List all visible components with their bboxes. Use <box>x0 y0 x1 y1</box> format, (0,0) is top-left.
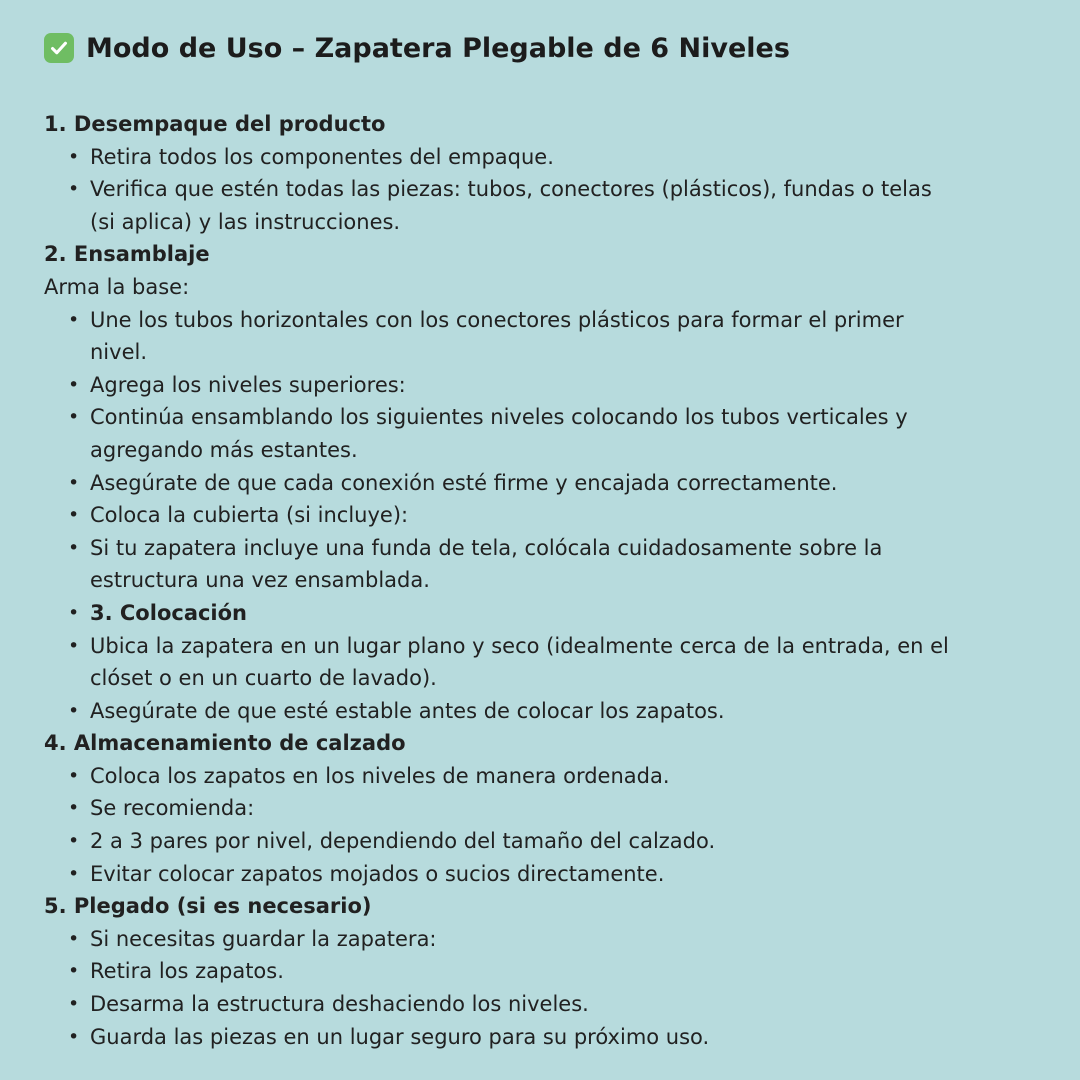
bullet-text: Une los tubos horizontales con los conectores plásticos para formar el primer nivel. <box>90 307 904 365</box>
bullet-text: Continúa ensamblando los siguientes niveles colocando los tubos verticales y agregando más estantes. <box>90 405 908 462</box>
bullet-text: Retira todos los componentes del empaque. <box>90 144 554 169</box>
bullet-subheading <box>44 597 952 630</box>
check-mark-icon <box>44 33 74 63</box>
section <box>44 108 952 238</box>
bullet-text: Si necesitas guardar la zapatera: <box>90 926 437 951</box>
sections <box>44 108 952 1053</box>
bullet-text: Coloca los zapatos en los niveles de manera ordenada. <box>90 763 670 788</box>
bullet-text: Ubica la zapatera en un lugar plano y seco (idealmente cerca de la entrada, en el clóset o en un cuarto de lavado). <box>90 633 949 691</box>
bullet-text: Agrega los niveles superiores: <box>90 372 406 397</box>
bullet-item <box>44 792 952 825</box>
bullet-icon: • <box>68 764 80 787</box>
bullet-icon: • <box>68 373 80 396</box>
bullet-item <box>44 304 952 369</box>
bullet-icon: • <box>68 960 80 983</box>
bullet-text: Verifica que estén todas las piezas: tubos, conectores (plásticos), fundas o telas (si aplica) y las instrucciones. <box>90 177 932 234</box>
bullet-item <box>44 923 952 956</box>
bullet-icon: • <box>68 536 80 559</box>
section <box>44 890 952 1053</box>
bullet-item <box>44 467 952 500</box>
plain-text: Arma la base: <box>44 274 190 299</box>
page-title-row <box>44 30 1040 66</box>
bullet-item <box>44 499 952 532</box>
bullet-item <box>44 825 952 858</box>
bullet-item <box>44 1021 952 1054</box>
bullet-text: Coloca la cubierta (si incluye): <box>90 503 409 528</box>
bullet-item <box>44 988 952 1021</box>
bullet-item <box>44 695 952 728</box>
bullet-icon: • <box>68 1025 80 1048</box>
bullet-icon: • <box>68 504 80 527</box>
section-heading: 2. Ensamblaje <box>44 242 210 267</box>
bullet-item <box>44 401 952 466</box>
bullet-item <box>44 369 952 402</box>
bullet-item <box>44 141 952 174</box>
bullet-icon: • <box>68 993 80 1016</box>
bullet-text: Desarma la estructura deshaciendo los niveles. <box>90 992 589 1017</box>
bullet-icon: • <box>68 927 80 950</box>
section <box>44 727 952 890</box>
bullet-icon: • <box>68 406 80 429</box>
bullet-item <box>44 173 952 238</box>
bullet-text: 2 a 3 pares por nivel, dependiendo del tamaño del calzado. <box>90 829 716 854</box>
section <box>44 238 952 727</box>
bullet-item <box>44 858 952 891</box>
bullet-item <box>44 630 952 695</box>
bullet-icon: • <box>68 699 80 722</box>
bullet-text: 3. Colocación <box>90 600 248 625</box>
bullet-icon: • <box>68 471 80 494</box>
bullet-item <box>44 760 952 793</box>
bullet-text: Evitar colocar zapatos mojados o sucios directamente. <box>90 861 665 886</box>
bullet-text: Guarda las piezas en un lugar seguro para su próximo uso. <box>90 1024 710 1049</box>
bullet-text: Se recomienda: <box>90 796 255 821</box>
bullet-item <box>44 955 952 988</box>
bullet-icon: • <box>68 601 80 624</box>
section-heading: 1. Desempaque del producto <box>44 112 386 136</box>
bullet-icon: • <box>68 634 80 657</box>
bullet-item <box>44 532 952 597</box>
bullet-text: Asegúrate de que esté estable antes de colocar los zapatos. <box>90 698 725 723</box>
bullet-text: Retira los zapatos. <box>90 959 284 984</box>
bullet-text: Asegúrate de que cada conexión esté firme y encajada correctamente. <box>90 470 838 495</box>
bullet-text: Si tu zapatera incluye una funda de tela, colócala cuidadosamente sobre la estructura una vez ensamblada. <box>90 535 883 593</box>
bullet-icon: • <box>68 308 80 331</box>
section-heading: 5. Plegado (si es necesario) <box>44 894 372 919</box>
bullet-icon: • <box>68 830 80 853</box>
bullet-icon: • <box>68 862 80 885</box>
bullet-icon: • <box>68 797 80 820</box>
bullet-icon: • <box>68 145 80 168</box>
section-heading: 4. Almacenamiento de calzado <box>44 731 406 756</box>
bullet-icon: • <box>68 178 80 201</box>
page-title: Modo de Uso – Zapatera Plegable de 6 Niveles <box>86 32 790 64</box>
